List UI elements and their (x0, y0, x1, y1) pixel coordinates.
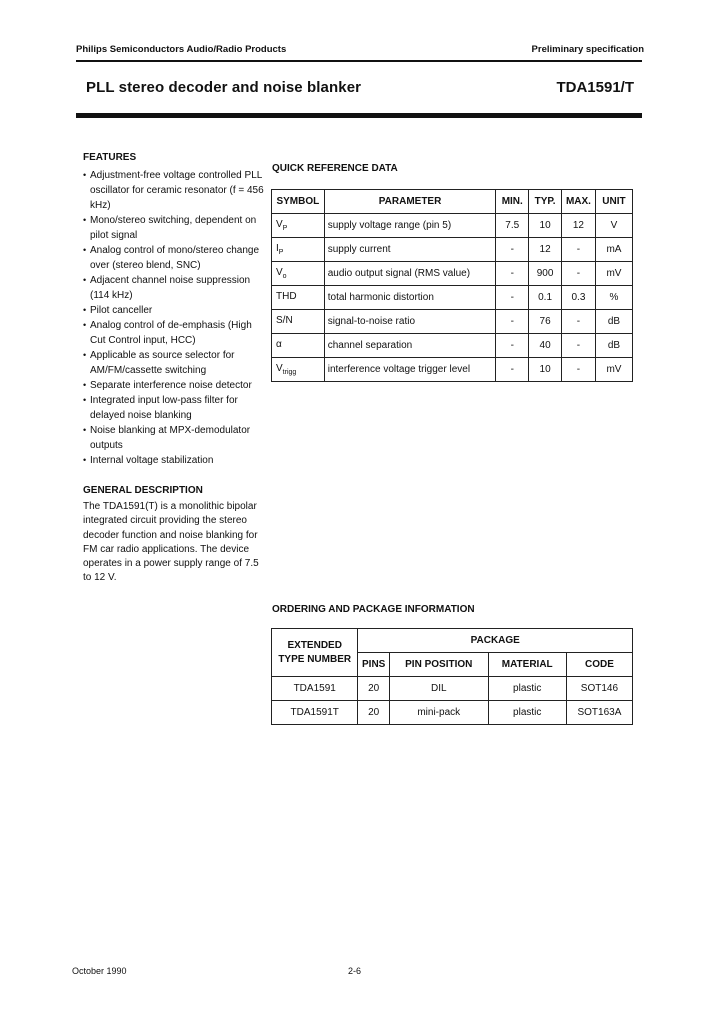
pin-position-cell: DIL (389, 677, 488, 701)
list-item: • Separate interference noise detector (83, 378, 268, 393)
material-cell: plastic (488, 701, 566, 725)
symbol-cell: S/N (272, 310, 325, 334)
unit-cell: % (595, 286, 632, 310)
quick-ref-heading: QUICK REFERENCE DATA (272, 163, 398, 174)
typ-cell: 0.1 (529, 286, 562, 310)
col-header: SYMBOL (272, 190, 325, 214)
parameter-cell: supply voltage range (pin 5) (324, 214, 496, 238)
max-cell: - (562, 238, 596, 262)
unit-cell: mV (595, 358, 632, 382)
col-header: PINS (358, 653, 390, 677)
unit-cell: V (595, 214, 632, 238)
features-list (83, 168, 268, 468)
min-cell: - (496, 334, 529, 358)
code-cell: SOT146 (566, 677, 632, 701)
table-row (272, 677, 633, 701)
max-cell: 12 (562, 214, 596, 238)
unit-cell: mV (595, 262, 632, 286)
type-cell: TDA1591 (272, 677, 358, 701)
unit-cell: dB (595, 334, 632, 358)
typ-cell: 900 (529, 262, 562, 286)
symbol-cell: $V_o$ (272, 262, 325, 286)
list-item: • Mono/stereo switching, dependent on pilot signal (83, 213, 268, 243)
table-row (272, 358, 633, 382)
type-cell: TDA1591T (272, 701, 358, 725)
list-item: • Noise blanking at MPX-demodulator outputs (83, 423, 268, 453)
typ-cell: 12 (529, 238, 562, 262)
typ-cell: 10 (529, 358, 562, 382)
table-row (272, 238, 633, 262)
pins-cell: 20 (358, 677, 390, 701)
col-header: PARAMETER (324, 190, 496, 214)
col-header-package: PACKAGE (358, 629, 633, 653)
table-header-row (272, 190, 633, 214)
table-row (272, 214, 633, 238)
list-item: • Analog control of de-emphasis (High Cut Control input, HCC) (83, 318, 268, 348)
typ-cell: 10 (529, 214, 562, 238)
symbol-cell: $I_P$ (272, 238, 325, 262)
min-cell: - (496, 262, 529, 286)
typ-cell: 40 (529, 334, 562, 358)
list-item: • Analog control of mono/stereo change over (stereo blend, SNC) (83, 243, 268, 273)
max-cell: - (562, 334, 596, 358)
table-header-row (272, 629, 633, 653)
list-item: • Adjustment-free voltage controlled PLL oscillator for ceramic resonator (f = 456 kHz) (83, 168, 268, 213)
unit-cell: mA (595, 238, 632, 262)
symbol-cell: $V_P$ (272, 214, 325, 238)
parameter-cell: signal-to-noise ratio (324, 310, 496, 334)
list-item: • Integrated input low-pass filter for delayed noise blanking (83, 393, 268, 423)
col-header: TYP. (529, 190, 562, 214)
ordering-table (271, 628, 633, 725)
list-item: • Internal voltage stabilization (83, 453, 268, 468)
max-cell: - (562, 358, 596, 382)
features-heading: FEATURES (83, 152, 137, 163)
list-item: • Adjacent channel noise suppression (114 kHz) (83, 273, 268, 303)
header-rule (76, 60, 642, 62)
list-item: • Pilot canceller (83, 303, 268, 318)
max-cell: - (562, 310, 596, 334)
unit-cell: dB (595, 310, 632, 334)
min-cell: 7.5 (496, 214, 529, 238)
col-header: CODE (566, 653, 632, 677)
min-cell: - (496, 358, 529, 382)
max-cell: - (562, 262, 596, 286)
footer-date: October 1990 (72, 966, 127, 976)
symbol-cell: $V_{trigg}$ (272, 358, 325, 382)
general-heading: GENERAL DESCRIPTION (83, 485, 203, 496)
parameter-cell: supply current (324, 238, 496, 262)
col-header-extended: EXTENDED TYPE NUMBER (272, 629, 358, 677)
min-cell: - (496, 238, 529, 262)
general-description: The TDA1591(T) is a monolithic bipolar integrated circuit providing the stereo decoder function and noise blanking for FM car radio applications. The device operates in a power supply range of 7.5 to 12 V. (83, 501, 259, 584)
typ-cell: 76 (529, 310, 562, 334)
list-item: • Applicable as source selector for AM/FM/cassette switching (83, 348, 268, 378)
col-header: MAX. (562, 190, 596, 214)
pin-position-cell: mini-pack (389, 701, 488, 725)
table-row (272, 286, 633, 310)
header-doc-status: Preliminary specification (531, 44, 644, 55)
min-cell: - (496, 286, 529, 310)
max-cell: 0.3 (562, 286, 596, 310)
material-cell: plastic (488, 677, 566, 701)
code-cell: SOT163A (566, 701, 632, 725)
col-header: MATERIAL (488, 653, 566, 677)
parameter-cell: audio output signal (RMS value) (324, 262, 496, 286)
table-row (272, 310, 633, 334)
features-section (83, 168, 268, 468)
pins-cell: 20 (358, 701, 390, 725)
col-header: UNIT (595, 190, 632, 214)
header-company: Philips Semiconductors Audio/Radio Products (76, 44, 287, 55)
parameter-cell: total harmonic distortion (324, 286, 496, 310)
table-row (272, 701, 633, 725)
part-number: TDA1591/T (556, 79, 634, 96)
quick-ref-table (271, 189, 633, 382)
col-header: MIN. (496, 190, 529, 214)
table-row (272, 262, 633, 286)
parameter-cell: interference voltage trigger level (324, 358, 496, 382)
min-cell: - (496, 310, 529, 334)
page-title: PLL stereo decoder and noise blanker (86, 79, 362, 96)
parameter-cell: channel separation (324, 334, 496, 358)
symbol-cell: α (272, 334, 325, 358)
footer-page-number: 2-6 (348, 966, 362, 976)
ordering-heading: ORDERING AND PACKAGE INFORMATION (272, 604, 475, 615)
title-rule (76, 113, 642, 118)
table-row (272, 334, 633, 358)
col-header: PIN POSITION (389, 653, 488, 677)
symbol-cell: THD (272, 286, 325, 310)
